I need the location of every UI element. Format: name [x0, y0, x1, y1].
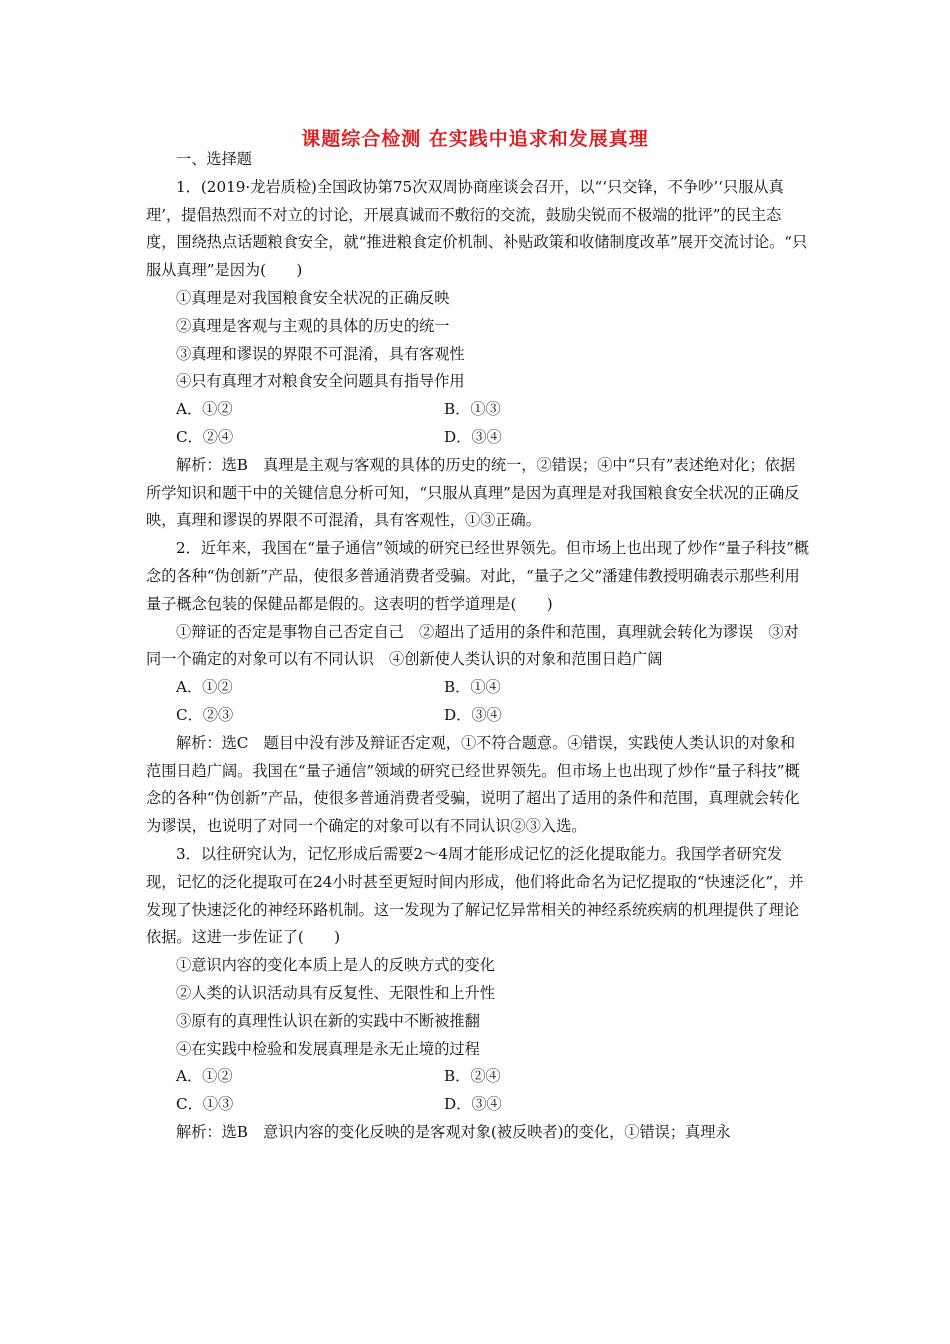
question-2-choice-d: D．③④: [444, 705, 502, 724]
question-3-choice-c: C．①③: [176, 1095, 234, 1114]
question-2-choice-a: A．①②: [176, 678, 233, 697]
question-1-item-4: ④只有真理才对粮食安全问题具有指导作用: [176, 372, 465, 391]
question-1-item-2: ②真理是客观与主观的具体的历史的统一: [176, 316, 450, 335]
section-heading: 一、选择题: [176, 150, 252, 168]
question-1-choices-row-1: [146, 396, 810, 424]
question-3-analysis: 解析：选B 意识内容的变化反映的是客观对象(被反映者)的变化，①错误；真理永: [176, 1122, 731, 1141]
question-3-item-4: ④在实践中检验和发展真理是永无止境的过程: [176, 1039, 480, 1058]
question-2-analysis: 解析：选C 题目中没有涉及辩证否定观，①不符合题意。④错误，实践使人类认识的对象和范围日趋广阔。我国在“量子通信”领域的研究已经世界领先。但市场上也出现了炒作“量子科技”概念的各种“伪创新”产品，使很多普通消费者受骗，说明了超出了适用的条件和范围，真理就会转化为谬误，也说明了对同一个确定的对象可以有不同认识②③入选。: [146, 733, 800, 836]
question-1-choice-a: A．①②: [176, 400, 233, 419]
question-3-choices-row-1: [146, 1063, 810, 1091]
page-title: 课题综合检测 在实践中追求和发展真理: [301, 128, 649, 150]
question-3-choice-b: B．②④: [444, 1067, 501, 1086]
question-3-choices-row-2: [146, 1091, 810, 1119]
question-2-stem: 2．近年来，我国在“量子通信”领域的研究已经世界领先。但市场上也出现了炒作“量子科技”概念的各种“伪创新”产品，使很多普通消费者受骗。对此，“量子之父”潘建伟教授明确表示那些利用量子概念包装的保健品都是假的。这表明的哲学道理是( ): [146, 539, 810, 613]
question-3-choice-d: D．③④: [444, 1095, 502, 1114]
question-1-item-3: ③真理和谬误的界限不可混淆，具有客观性: [176, 344, 465, 363]
question-2-choice-b: B．①④: [444, 678, 501, 697]
question-3-item-1: ①意识内容的变化本质上是人的反映方式的变化: [176, 956, 495, 975]
question-1-choice-d: D．③④: [444, 427, 502, 446]
question-3-choice-a: A．①②: [176, 1067, 233, 1086]
question-1-analysis: 解析：选B 真理是主观与客观的具体的历史的统一，②错误；④中“只有”表述绝对化；依据所学知识和题干中的关键信息分析可知，“只服从真理”是因为真理是对我国粮食安全状况的正确反映，真理和谬误的界限不可混淆，具有客观性，①③正确。: [146, 455, 800, 530]
question-3-item-3: ③原有的真理性认识在新的实践中不断被推翻: [176, 1011, 480, 1030]
question-3-item-2: ②人类的认识活动具有反复性、无限性和上升性: [176, 983, 495, 1002]
question-2-choice-c: C．②③: [176, 705, 234, 724]
question-2-choices-row-1: [146, 674, 810, 702]
question-3-stem: 3．以往研究认为，记忆形成后需要2～4周才能形成记忆的泛化提取能力。我国学者研究发现，记忆的泛化提取可在24小时甚至更短时间内形成，他们将此命名为记忆提取的“快速泛化”，并发现了快速泛化的神经环路机制。这一发现为了解记忆异常相关的神经系统疾病的机理提供了理论依据。这进一步佐证了( ): [146, 844, 804, 947]
question-1-choice-c: C．②④: [176, 427, 234, 446]
question-1-choice-b: B．①③: [444, 400, 501, 419]
question-1-choices-row-2: [146, 424, 810, 452]
question-1-item-1: ①真理是对我国粮食安全状况的正确反映: [176, 288, 450, 307]
question-1-stem: 1．(2019·龙岩质检)全国政协第75次双周协商座谈会召开，以“‘只交锋，不争吵’‘只服从真理’，提倡热烈而不对立的讨论，开展真诚而不敷衍的交流，鼓励尖锐而不极端的批评”的民主态度，围绕热点话题粮食安全，就“推进粮食定价机制、补贴政策和收储制度改革”展开交流讨论。“只服从真理”是因为( ): [146, 177, 808, 280]
document-body: [146, 146, 810, 1147]
question-2-items: ①辩证的否定是事物自己否定自己 ②超出了适用的条件和范围，真理就会转化为谬误 ③对同一个确定的对象可以有不同认识 ④创新使人类认识的对象和范围日趋广阔: [146, 622, 799, 669]
question-2-choices-row-2: [146, 702, 810, 730]
